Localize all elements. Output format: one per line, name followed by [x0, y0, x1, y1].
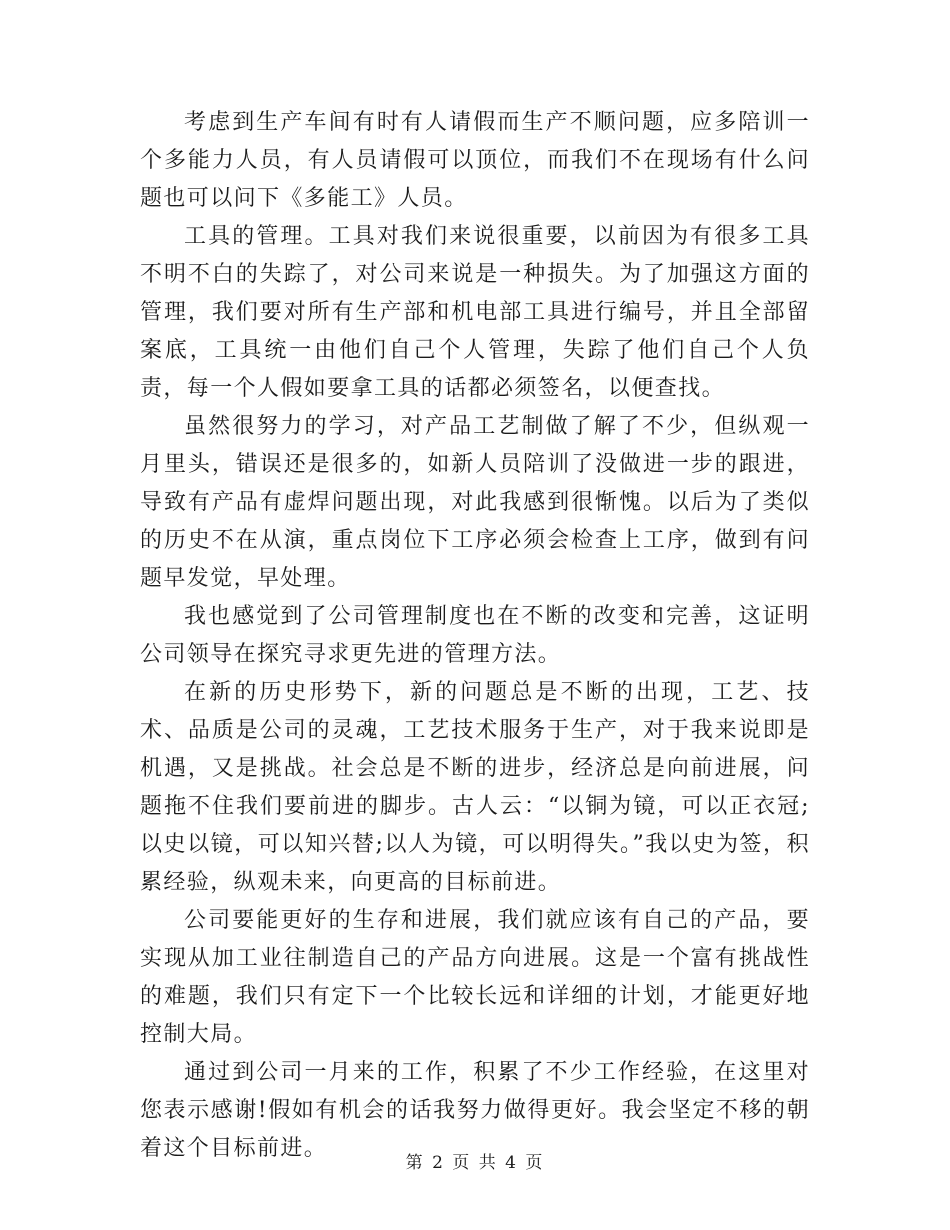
- paragraph-multi-skill-staff: 考虑到生产车间有时有人请假而生产不顺问题，应多陪训一个多能力人员，有人员请假可以顶位，而我们不在现场有什么问题也可以问下《多能工》人员。: [140, 110, 810, 211]
- paragraph-thanks: 通过到公司一月来的工作，积累了不少工作经验，在这里对您表示感谢!假如有机会的话我努力做得更好。我会坚定不移的朝着这个目标前进。: [140, 1060, 810, 1161]
- paragraph-learning-errors: 虽然很努力的学习，对产品工艺制做了解了不少，但纵观一月里头，错误还是很多的，如新人员陪训了没做进一步的跟进，导致有产品有虚焊问题出现，对此我感到很惭愧。以后为了类似的历史不在从演，重点岗位下工序必须会检查上工序，做到有问题早发觉，早处理。: [140, 414, 810, 591]
- paragraph-tool-management: 工具的管理。工具对我们来说很重要，以前因为有很多工具不明不白的失踪了，对公司来说是一种损失。为了加强这方面的管理，我们要对所有生产部和机电部工具进行编号，并且全部留案底，工具统一由他们自己个人管理，失踪了他们自己个人负责，每一个人假如要拿工具的话都必须签名，以便查找。: [140, 224, 810, 401]
- page-number-footer: 第 2 页 共 4 页: [405, 1153, 545, 1173]
- paragraph-new-situation: 在新的历史形势下，新的问题总是不断的出现，工艺、技术、品质是公司的灵魂，工艺技术服务于生产，对于我来说即是机遇，又是挑战。社会总是不断的进步，经济总是向前进展，问题拖不住我们要前进的脚步。古人云：“以铜为镜，可以正衣冠;以史以镜，可以知兴替;以人为镜，可以明得失。”我以史为签，积累经验，纵观未来，向更高的目标前进。: [140, 680, 810, 895]
- paragraph-management-system: 我也感觉到了公司管理制度也在不断的改变和完善，这证明公司领导在探究寻求更先进的管理方法。: [140, 604, 810, 667]
- paragraph-own-products: 公司要能更好的生存和进展，我们就应该有自己的产品，要实现从加工业往制造自己的产品方向进展。这是一个富有挑战性的难题，我们只有定下一个比较长远和详细的计划，才能更好地控制大局。: [140, 908, 810, 1047]
- document-body: [140, 104, 810, 1168]
